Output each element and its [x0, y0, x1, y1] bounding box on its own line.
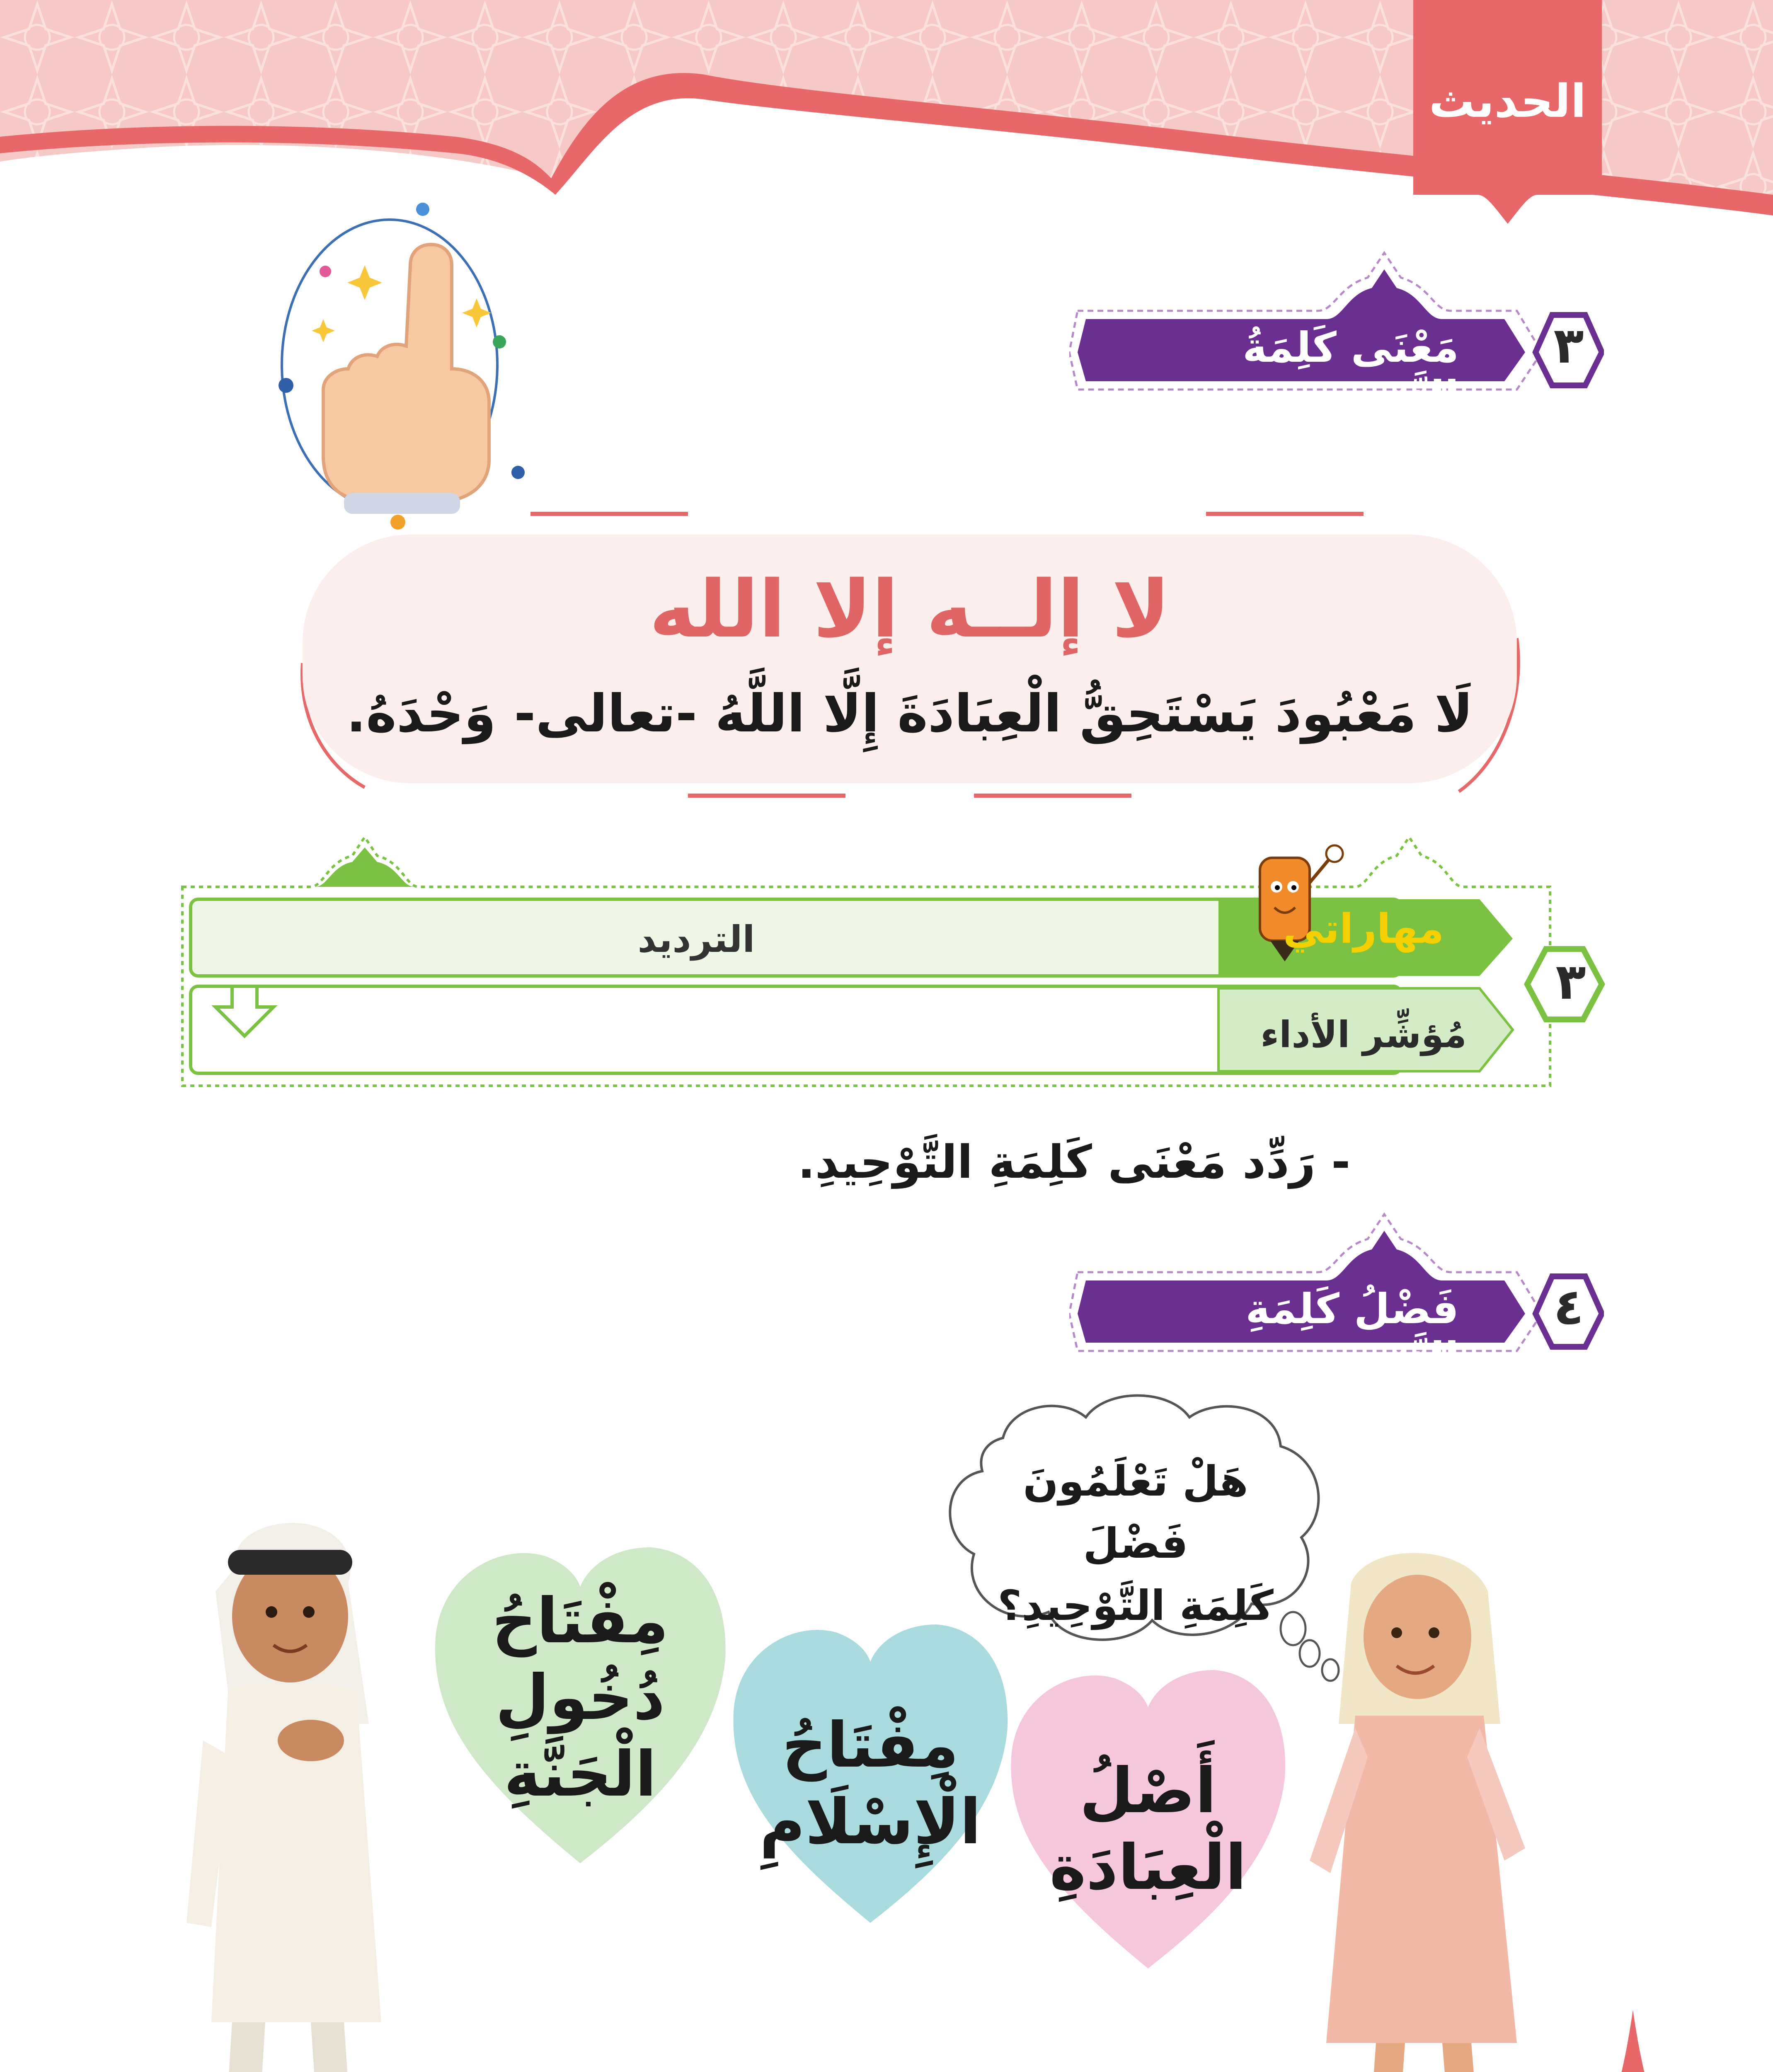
heart-islam-line-2: الْإِسْلَامِ [759, 1786, 981, 1858]
section3-title: مَعْنَى كَلِمَةُ التَّوْحِيدِ. [1243, 323, 1459, 420]
heart-paradise-text [431, 1583, 729, 1813]
thought-line-1: هَلْ تَعْلَمُونَ فَضْلَ [1023, 1457, 1248, 1568]
thought-line-2: كَلِمَةِ التَّوْحِيدِ؟ [998, 1581, 1274, 1630]
thought-question [970, 1450, 1301, 1637]
performance-indicator-label: مُؤشِّر الأداء [1260, 1013, 1467, 1056]
section3-number: ٣ [1553, 317, 1584, 375]
definition-meaning: لَا مَعْبُودَ يَسْتَحِقُّ الْعِبَادَةَ إِلَّا اللَّهُ -تعالى- وَحْدَهُ. [346, 684, 1473, 744]
skills-number: ٣ [1555, 953, 1586, 1011]
heart-worship-line-1: أَصْلُ [1079, 1755, 1217, 1827]
page-corner-decoration [1488, 1985, 1773, 2072]
heart-paradise-line-3: الْجَنَّةِ [504, 1738, 657, 1811]
chapter-title: الحديث [1429, 75, 1586, 128]
boy-illustration [174, 1508, 423, 2072]
skill-name: الترديد [637, 918, 755, 961]
heart-islam-line-1: مِفْتَاحُ [782, 1709, 959, 1782]
instruction-text: - رَدِّد مَعْنَى كَلِمَةِ التَّوْحِيدِ. [797, 1135, 1350, 1188]
heart-paradise-line-1: مِفْتَاحُ [492, 1585, 669, 1657]
section4-number: ٤ [1553, 1278, 1584, 1336]
heart-paradise-line-2: دُخُولِ [495, 1662, 665, 1734]
heart-islam-text [729, 1707, 1011, 1861]
heart-worship-line-2: الْعِبَادَةِ [1049, 1832, 1247, 1904]
skills-label: مهاراتي [1283, 905, 1444, 953]
heart-worship-text [1007, 1753, 1289, 1906]
section4-title: فَضْلُ كَلِمَةِ التَّوْحِيدِ. [1245, 1285, 1459, 1382]
definition-phrase: لا إلــه إلا الله [649, 564, 1170, 655]
pointing-finger-icon [274, 195, 555, 535]
